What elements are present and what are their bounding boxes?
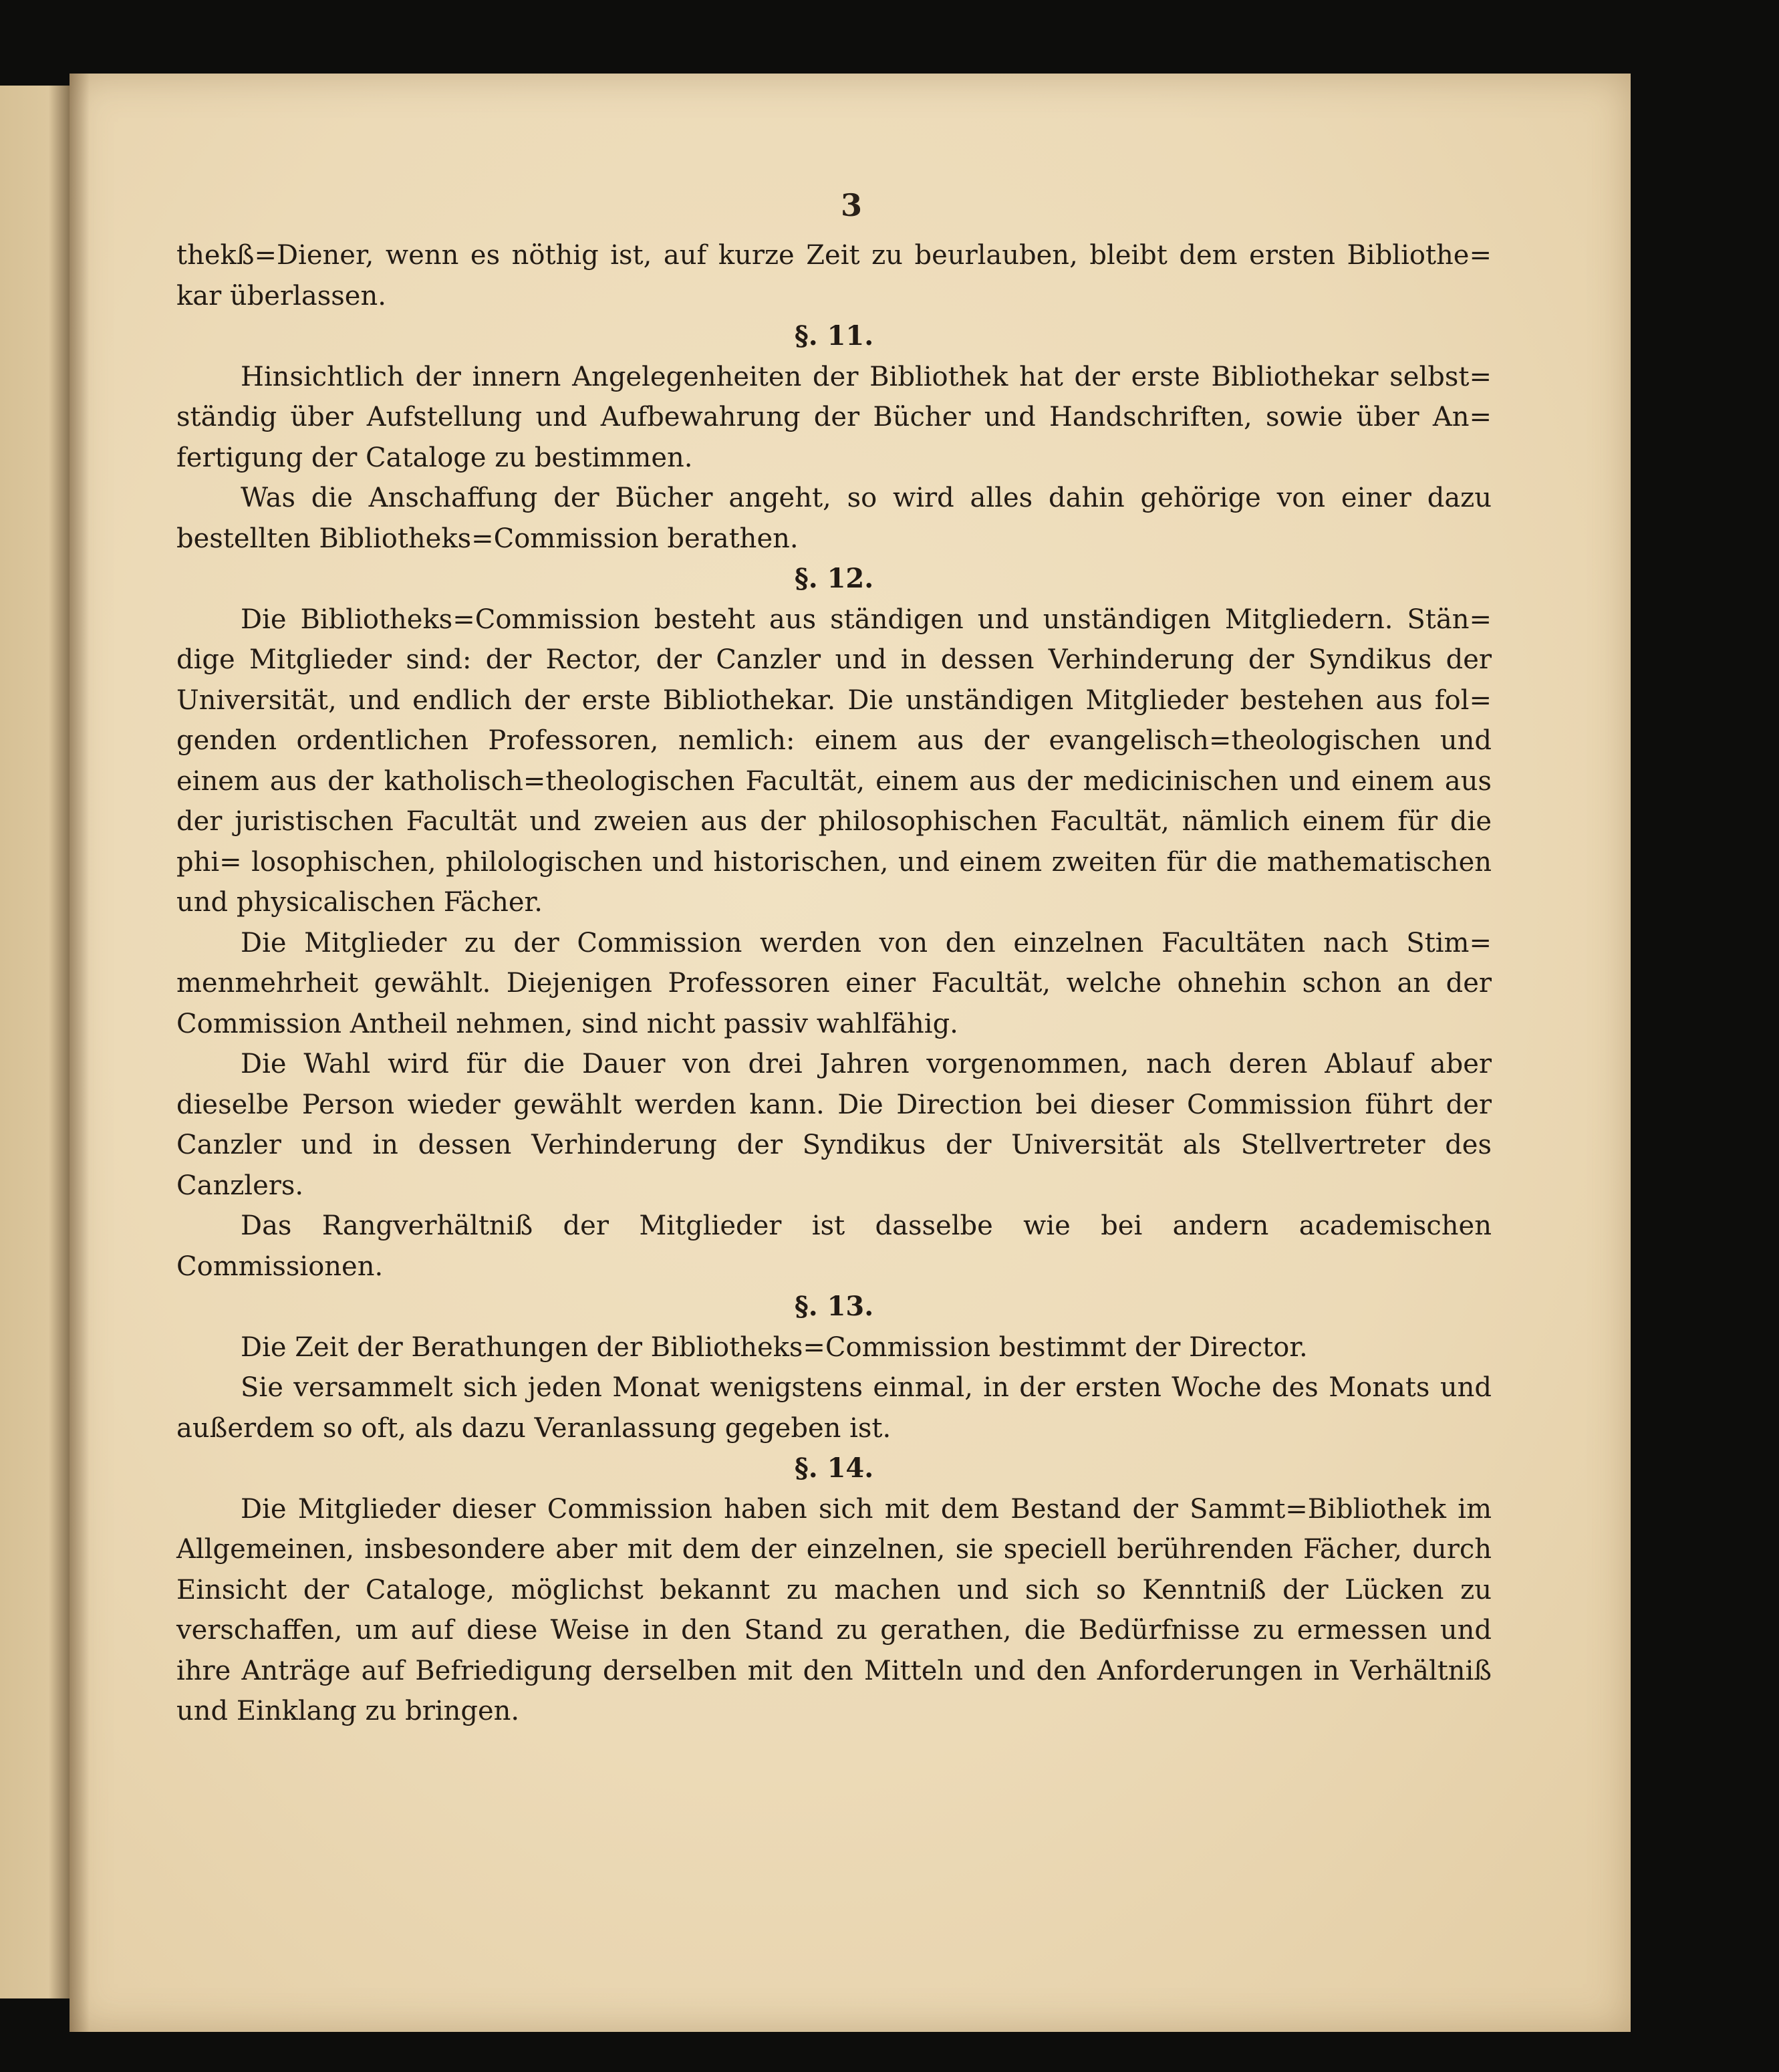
section-heading-14: §. 14. xyxy=(794,1452,874,1484)
paragraph: Die Mitglieder dieser Commission haben sich mit dem Bestand der Sammt=Bibliothek im Allgemeinen, insbesondere aber mit dem der einzelnen, sie speciell berührenden Fächer, durch Einsicht der Cataloge, möglichst bekannt zu machen und sich so Kenntniß der Lücken zu verschaffen, um auf diese Weise in den Stand zu gerathen, die Bedürfnisse zu ermessen und ihre Anträge auf Befriedigung derselben mit den Mitteln und den Anforderungen in Verhältniß und Einklang zu bringen. xyxy=(176,1493,1492,1726)
paragraph: Sie versammelt sich jeden Monat wenigstens einmal, in der ersten Woche des Monats und außerdem so oft, als dazu Veranlassung gegeben ist. xyxy=(176,1372,1492,1444)
facing-page-edge xyxy=(0,86,70,1998)
paragraph: Die Mitglieder zu der Commission werden von den einzelnen Facultäten nach Stim= menmehrheit gewählt. Diejenigen Professoren einer Facultät, welche ohnehin schon an der Commission Antheil nehmen, sind nicht passiv wahlfähig. xyxy=(176,927,1492,1039)
paragraph: Die Bibliotheks=Commission besteht aus ständigen und unständigen Mitgliedern. Stän= dige Mitglieder sind: der Rector, der Canzler und in dessen Verhinderung der Syndikus der Universität, und endlich der erste Bibliothekar. Die unständigen Mitglieder bestehen aus fol= genden ordentlichen Professoren, nemlich: einem aus der evangelisch=theologischen und einem aus der katholisch=theologischen Facultät, einem aus der medicinischen und einem aus der juristischen Facultät und zweien aus der philosophischen Facultät, nämlich einem für die phi= losophischen, philologischen und historischen, und einem zweiten für die mathematischen und physicalischen Fächer. xyxy=(176,604,1492,918)
paragraph: Die Zeit der Berathungen der Bibliotheks=Commission bestimmt der Director. xyxy=(241,1331,1308,1363)
section-heading-11: §. 11. xyxy=(794,320,874,352)
paragraph-continuation: thekß=Diener, wenn es nöthig ist, auf kurze Zeit zu beurlauben, bleibt dem ersten Bibliothe= kar überlassen. xyxy=(176,240,1492,311)
page-number: 3 xyxy=(840,187,862,223)
paragraph: Hinsichtlich der innern Angelegenheiten der Bibliothek hat der erste Bibliothekar selbst= ständig über Aufstellung und Aufbewahrung der Bücher und Handschriften, sowie über An= fertigung der Cataloge zu bestimmen. xyxy=(176,361,1492,473)
paragraph: Das Rangverhältniß der Mitglieder ist dasselbe wie bei andern academischen Commissionen. xyxy=(176,1210,1492,1282)
section-heading-12: §. 12. xyxy=(794,563,874,594)
section-heading-13: §. 13. xyxy=(794,1291,874,1322)
page-text xyxy=(176,235,1492,1732)
book-page xyxy=(70,74,1631,2032)
paragraph: Was die Anschaffung der Bücher angeht, so wird alles dahin gehörige von einer dazu bestellten Bibliotheks=Commission berathen. xyxy=(176,483,1492,554)
paragraph: Die Wahl wird für die Dauer von drei Jahren vorgenommen, nach deren Ablauf aber dieselbe Person wieder gewählt werden kann. Die Direction bei dieser Commission führt der Canzler und in dessen Verhinderung der Syndikus der Universität als Stellvertreter des Canzlers. xyxy=(176,1049,1492,1201)
